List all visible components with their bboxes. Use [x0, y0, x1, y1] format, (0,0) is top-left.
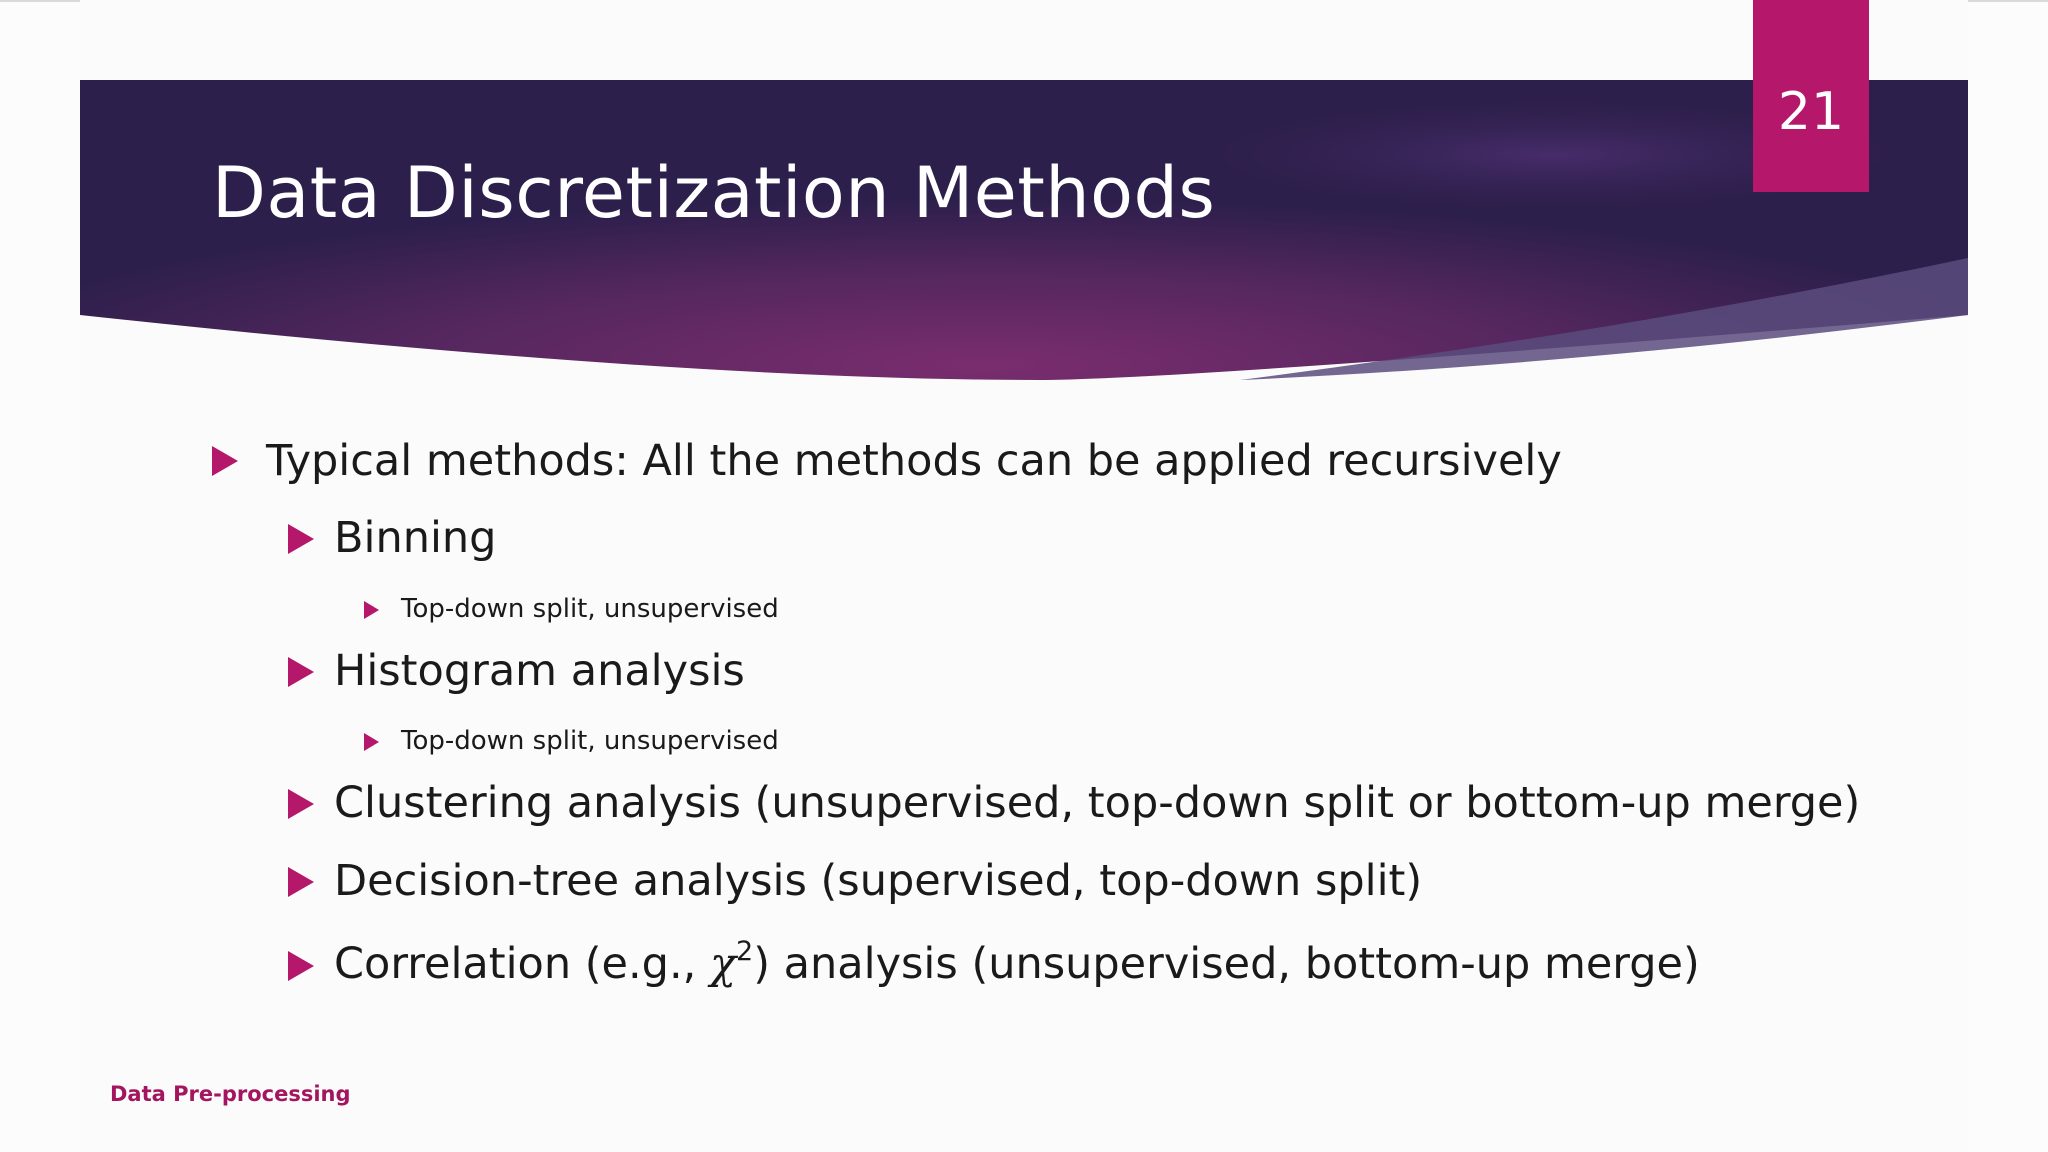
- bullet-text: Decision-tree analysis (supervised, top-down split): [334, 856, 1423, 906]
- bullet-arrow-icon: [288, 867, 314, 897]
- bullet-arrow-icon: [364, 601, 379, 619]
- slide-title: Data Discretization Methods: [212, 152, 1216, 234]
- footer-label: Data Pre-processing: [110, 1082, 351, 1106]
- bullet-text: Histogram analysis: [334, 646, 745, 696]
- correlation-prefix: Correlation (e.g.,: [334, 939, 710, 989]
- bullet-arrow-icon: [288, 657, 314, 687]
- bullet-text: [334, 936, 1700, 989]
- bullet-arrow-icon: [288, 524, 314, 554]
- bullet-text: Binning: [334, 513, 497, 563]
- chi-exponent: 2: [736, 936, 754, 967]
- bullet-text: Top-down split, unsupervised: [401, 594, 779, 624]
- bullet-arrow-icon: [212, 446, 238, 476]
- page-number: 21: [1777, 82, 1845, 142]
- bullet-arrow-icon: [288, 789, 314, 819]
- bullet-text: Typical methods: All the methods can be applied recursively: [266, 436, 1562, 486]
- bullet-text: Top-down split, unsupervised: [401, 726, 779, 756]
- correlation-suffix: ) analysis (unsupervised, bottom-up merge): [753, 939, 1700, 989]
- bullet-arrow-icon: [364, 733, 379, 751]
- bullet-arrow-icon: [288, 951, 314, 981]
- bullet-text: Clustering analysis (unsupervised, top-down split or bottom-up merge): [334, 778, 1861, 828]
- chi-symbol: χ: [709, 939, 737, 989]
